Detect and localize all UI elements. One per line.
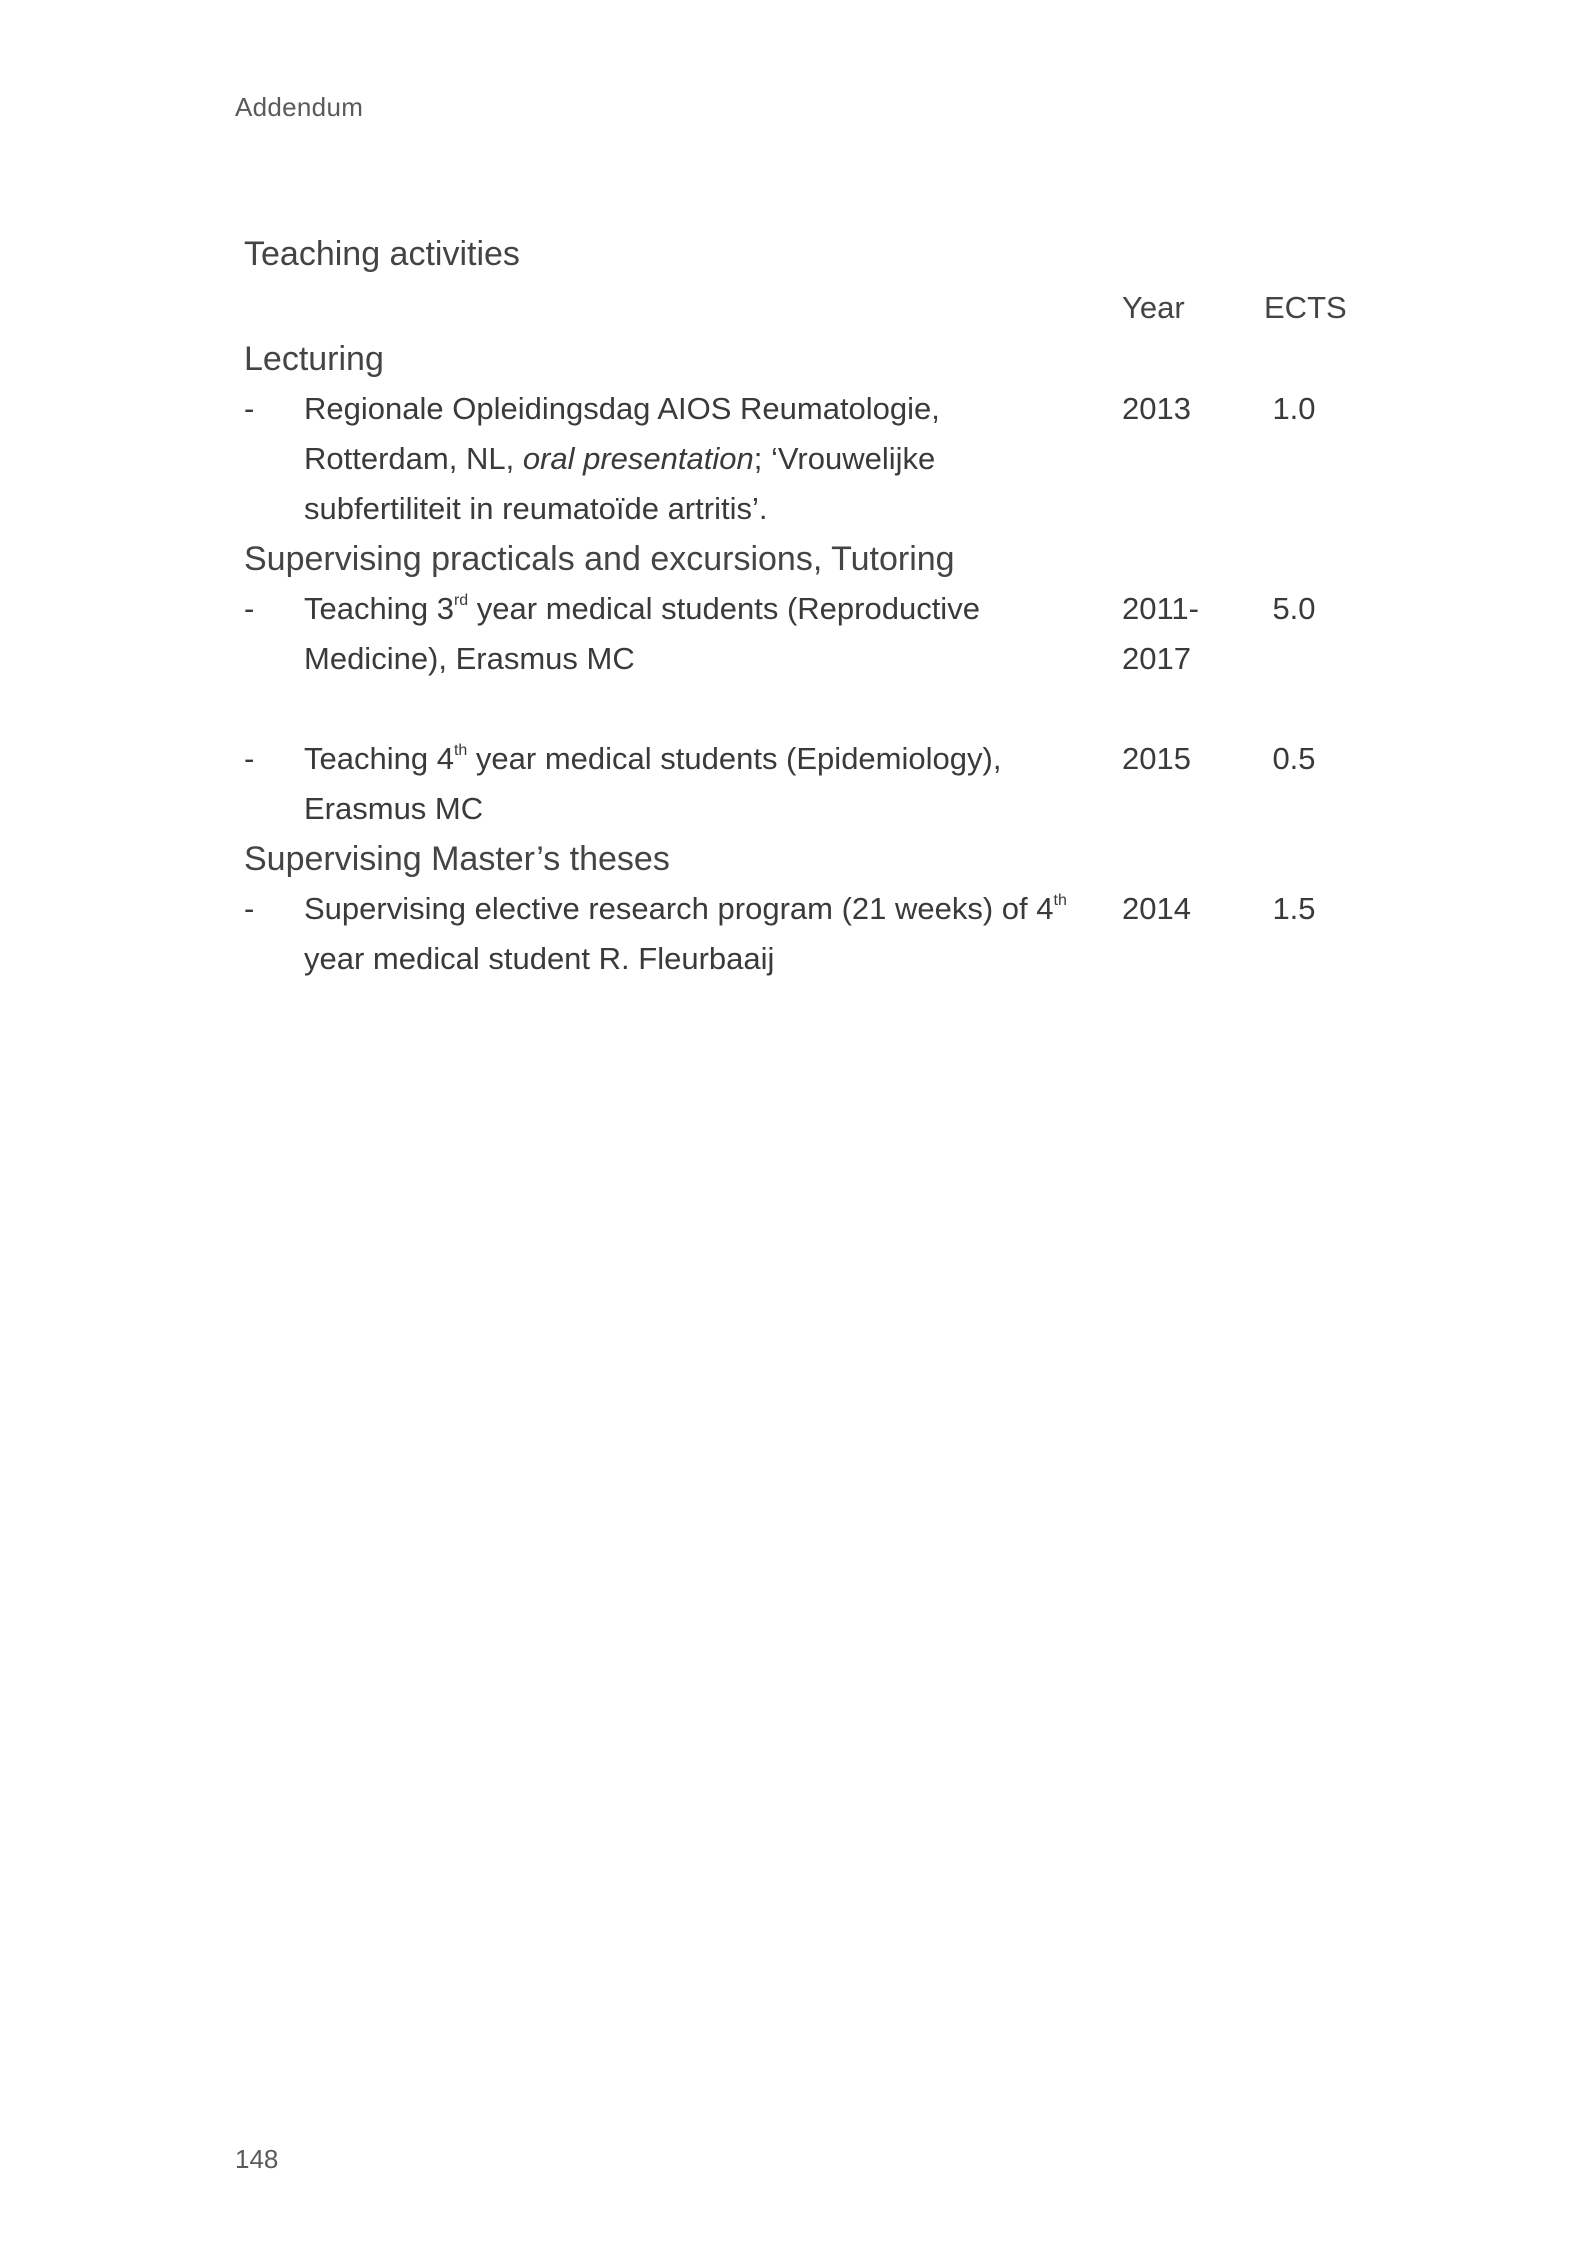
entry-year: 2013 — [1122, 391, 1191, 426]
list-item — [244, 734, 1394, 834]
section-title: Teaching activities — [244, 235, 520, 273]
list-item — [244, 884, 1394, 984]
list-bullet: - — [244, 741, 255, 776]
lecturing-heading: Lecturing — [244, 340, 384, 378]
supervising-theses-section — [244, 834, 1394, 984]
entry-year: 2011- 2017 — [1122, 591, 1199, 676]
list-item — [244, 584, 1394, 684]
lecturing-section — [244, 334, 1394, 534]
entry-description: Teaching 3rd year medical students (Reproductive Medicine), Erasmus MC — [304, 591, 980, 676]
running-header: Addendum — [235, 92, 364, 122]
entry-description: Teaching 4th year medical students (Epidemiology), Erasmus MC — [304, 741, 1002, 826]
entry-description: Regionale Opleidingsdag AIOS Reumatologie, Rotterdam, NL, oral presentation; ‘Vrouwelijke subfertiliteit in reumatoïde artritis’. — [304, 391, 940, 526]
list-bullet: - — [244, 891, 255, 926]
list-item — [244, 384, 1394, 534]
entry-year: 2014 — [1122, 891, 1191, 926]
entry-ects: 0.5 — [1272, 741, 1316, 776]
entry-description: Supervising elective research program (21 weeks) of 4th year medical student R. Fleurbaaij — [304, 891, 1067, 976]
column-header-ects: ECTS — [1264, 290, 1347, 325]
supervising-theses-heading: Supervising Master’s theses — [244, 840, 670, 878]
column-header-year: Year — [1122, 290, 1185, 325]
page-number: 148 — [235, 2144, 279, 2174]
list-bullet: - — [244, 591, 255, 626]
entry-year: 2015 — [1122, 741, 1191, 776]
entry-ects: 5.0 — [1272, 591, 1316, 626]
supervising-practicals-heading: Supervising practicals and excursions, Tutoring — [244, 540, 955, 578]
supervising-practicals-section — [244, 534, 1394, 834]
list-bullet: - — [244, 391, 255, 426]
entry-ects: 1.5 — [1272, 891, 1316, 926]
entry-ects: 1.0 — [1272, 391, 1316, 426]
